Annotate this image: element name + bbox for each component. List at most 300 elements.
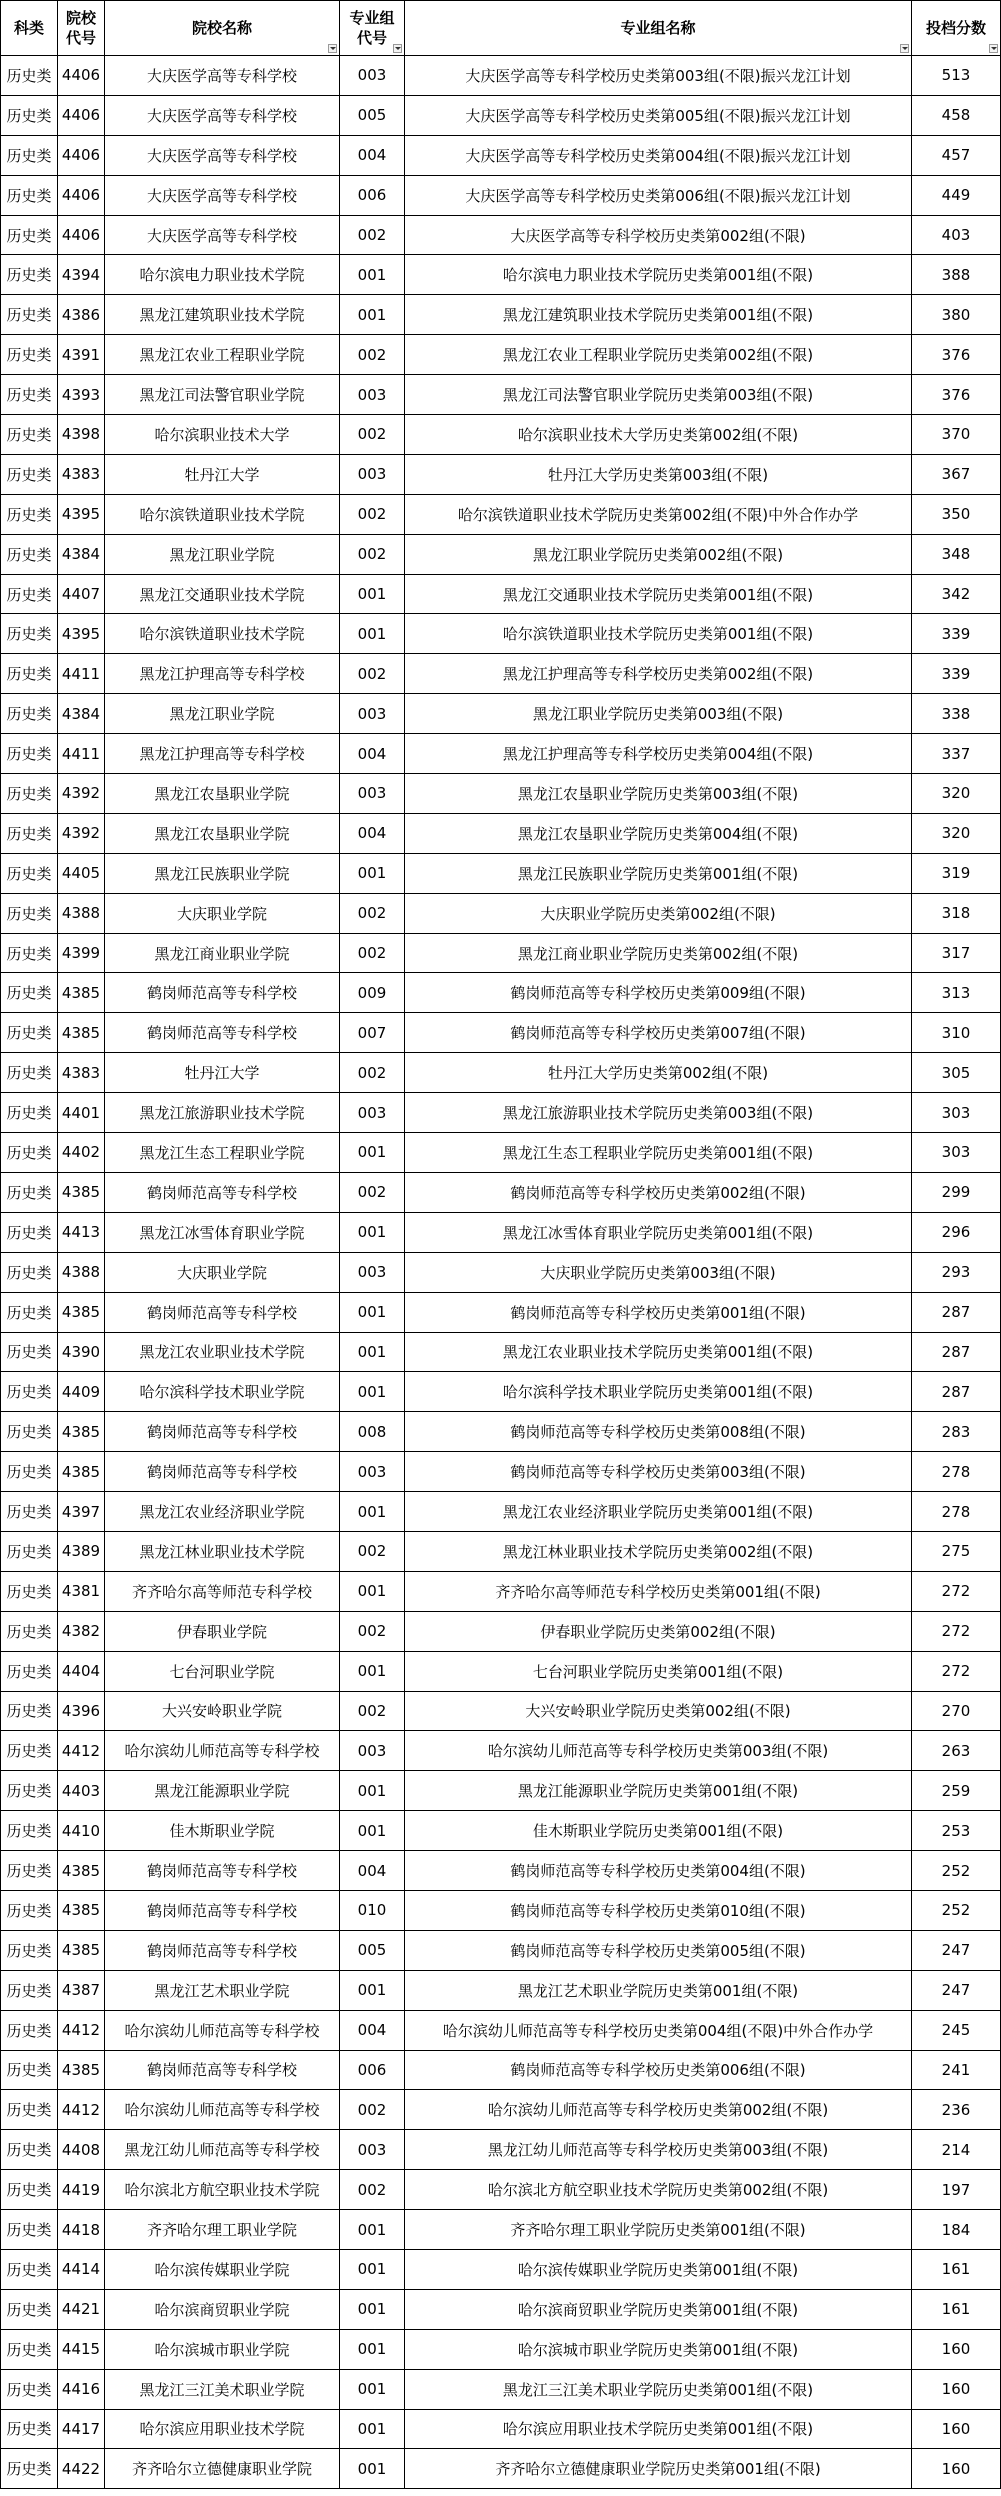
cell-school-name: 大庆医学高等专科学校 bbox=[105, 135, 340, 175]
cell-category: 历史类 bbox=[1, 1731, 58, 1771]
table-row bbox=[1, 853, 1001, 893]
cell-school-name: 黑龙江商业职业学院 bbox=[105, 933, 340, 973]
cell-school-code: 4388 bbox=[58, 893, 105, 933]
cell-school-name: 黑龙江农业工程职业学院 bbox=[105, 335, 340, 375]
cell-school-name: 黑龙江护理高等专科学校 bbox=[105, 734, 340, 774]
cell-category: 历史类 bbox=[1, 1133, 58, 1173]
cell-school-code: 4406 bbox=[58, 175, 105, 215]
cell-group-code: 002 bbox=[340, 415, 405, 455]
cell-school-code: 4411 bbox=[58, 734, 105, 774]
cell-category: 历史类 bbox=[1, 295, 58, 335]
cell-school-name: 黑龙江护理高等专科学校 bbox=[105, 654, 340, 694]
cell-school-code: 4402 bbox=[58, 1133, 105, 1173]
cell-school-name: 七台河职业学院 bbox=[105, 1651, 340, 1691]
cell-score: 160 bbox=[912, 2449, 1001, 2489]
cell-group-name: 黑龙江能源职业学院历史类第001组(不限) bbox=[405, 1771, 912, 1811]
cell-score: 380 bbox=[912, 295, 1001, 335]
cell-group-code: 002 bbox=[340, 1611, 405, 1651]
table-row bbox=[1, 973, 1001, 1013]
cell-group-name: 哈尔滨商贸职业学院历史类第001组(不限) bbox=[405, 2289, 912, 2329]
cell-score: 247 bbox=[912, 1930, 1001, 1970]
table-row bbox=[1, 56, 1001, 96]
cell-school-name: 齐齐哈尔理工职业学院 bbox=[105, 2210, 340, 2250]
filter-dropdown-icon[interactable] bbox=[393, 44, 402, 53]
cell-school-name: 哈尔滨电力职业技术学院 bbox=[105, 255, 340, 295]
cell-school-code: 4385 bbox=[58, 1452, 105, 1492]
table-row bbox=[1, 215, 1001, 255]
cell-school-name: 鹤岗师范高等专科学校 bbox=[105, 1452, 340, 1492]
cell-category: 历史类 bbox=[1, 494, 58, 534]
cell-category: 历史类 bbox=[1, 1691, 58, 1731]
cell-group-code: 001 bbox=[340, 1811, 405, 1851]
cell-group-name: 黑龙江护理高等专科学校历史类第004组(不限) bbox=[405, 734, 912, 774]
cell-score: 319 bbox=[912, 853, 1001, 893]
table-row bbox=[1, 335, 1001, 375]
cell-school-name: 黑龙江农垦职业学院 bbox=[105, 813, 340, 853]
table-row bbox=[1, 295, 1001, 335]
cell-school-code: 4422 bbox=[58, 2449, 105, 2489]
cell-score: 303 bbox=[912, 1093, 1001, 1133]
cell-school-name: 鹤岗师范高等专科学校 bbox=[105, 1851, 340, 1891]
filter-dropdown-icon[interactable] bbox=[989, 44, 998, 53]
table-row bbox=[1, 574, 1001, 614]
cell-score: 161 bbox=[912, 2249, 1001, 2289]
cell-school-name: 哈尔滨铁道职业技术学院 bbox=[105, 494, 340, 534]
cell-score: 338 bbox=[912, 694, 1001, 734]
cell-school-code: 4397 bbox=[58, 1492, 105, 1532]
cell-school-name: 鹤岗师范高等专科学校 bbox=[105, 2050, 340, 2090]
cell-score: 376 bbox=[912, 335, 1001, 375]
cell-group-code: 001 bbox=[340, 1292, 405, 1332]
cell-group-name: 大庆医学高等专科学校历史类第005组(不限)振兴龙江计划 bbox=[405, 95, 912, 135]
cell-category: 历史类 bbox=[1, 2050, 58, 2090]
cell-school-name: 哈尔滨传媒职业学院 bbox=[105, 2249, 340, 2289]
cell-category: 历史类 bbox=[1, 255, 58, 295]
cell-category: 历史类 bbox=[1, 2010, 58, 2050]
cell-school-code: 4391 bbox=[58, 335, 105, 375]
cell-school-name: 大兴安岭职业学院 bbox=[105, 1691, 340, 1731]
cell-school-code: 4393 bbox=[58, 375, 105, 415]
cell-group-code: 002 bbox=[340, 933, 405, 973]
cell-school-name: 哈尔滨职业技术大学 bbox=[105, 415, 340, 455]
cell-school-name: 大庆医学高等专科学校 bbox=[105, 175, 340, 215]
cell-group-code: 001 bbox=[340, 574, 405, 614]
cell-score: 339 bbox=[912, 614, 1001, 654]
cell-category: 历史类 bbox=[1, 654, 58, 694]
cell-score: 161 bbox=[912, 2289, 1001, 2329]
cell-group-code: 001 bbox=[340, 614, 405, 654]
cell-group-code: 002 bbox=[340, 335, 405, 375]
cell-school-name: 黑龙江林业职业技术学院 bbox=[105, 1531, 340, 1571]
table-row bbox=[1, 2369, 1001, 2409]
cell-school-name: 鹤岗师范高等专科学校 bbox=[105, 1172, 340, 1212]
table-row bbox=[1, 95, 1001, 135]
cell-school-code: 4404 bbox=[58, 1651, 105, 1691]
table-row bbox=[1, 494, 1001, 534]
cell-score: 320 bbox=[912, 774, 1001, 814]
cell-school-name: 鹤岗师范高等专科学校 bbox=[105, 973, 340, 1013]
table-row bbox=[1, 2050, 1001, 2090]
cell-group-code: 001 bbox=[340, 1212, 405, 1252]
cell-school-code: 4385 bbox=[58, 1890, 105, 1930]
table-row bbox=[1, 1292, 1001, 1332]
cell-group-code: 003 bbox=[340, 1093, 405, 1133]
cell-group-name: 黑龙江农业工程职业学院历史类第002组(不限) bbox=[405, 335, 912, 375]
cell-group-code: 001 bbox=[340, 2210, 405, 2250]
cell-school-code: 4385 bbox=[58, 973, 105, 1013]
cell-category: 历史类 bbox=[1, 1093, 58, 1133]
cell-score: 317 bbox=[912, 933, 1001, 973]
cell-category: 历史类 bbox=[1, 2369, 58, 2409]
cell-school-name: 哈尔滨幼儿师范高等专科学校 bbox=[105, 2090, 340, 2130]
cell-group-code: 004 bbox=[340, 135, 405, 175]
cell-school-code: 4412 bbox=[58, 1731, 105, 1771]
table-row bbox=[1, 534, 1001, 574]
cell-score: 299 bbox=[912, 1172, 1001, 1212]
cell-school-code: 4405 bbox=[58, 853, 105, 893]
cell-group-name: 黑龙江民族职业学院历史类第001组(不限) bbox=[405, 853, 912, 893]
cell-group-name: 黑龙江生态工程职业学院历史类第001组(不限) bbox=[405, 1133, 912, 1173]
table-row bbox=[1, 2130, 1001, 2170]
cell-group-code: 002 bbox=[340, 494, 405, 534]
cell-group-code: 003 bbox=[340, 375, 405, 415]
cell-school-code: 4389 bbox=[58, 1531, 105, 1571]
table-row bbox=[1, 1172, 1001, 1212]
table-row bbox=[1, 893, 1001, 933]
cell-school-code: 4385 bbox=[58, 1930, 105, 1970]
cell-score: 293 bbox=[912, 1252, 1001, 1292]
cell-category: 历史类 bbox=[1, 2289, 58, 2329]
cell-category: 历史类 bbox=[1, 1930, 58, 1970]
table-body bbox=[1, 56, 1001, 2489]
cell-score: 348 bbox=[912, 534, 1001, 574]
table-row bbox=[1, 1970, 1001, 2010]
cell-group-name: 鹤岗师范高等专科学校历史类第010组(不限) bbox=[405, 1890, 912, 1930]
cell-category: 历史类 bbox=[1, 2329, 58, 2369]
table-row bbox=[1, 1691, 1001, 1731]
cell-group-code: 002 bbox=[340, 2090, 405, 2130]
cell-group-code: 002 bbox=[340, 1053, 405, 1093]
cell-group-code: 003 bbox=[340, 694, 405, 734]
cell-category: 历史类 bbox=[1, 2130, 58, 2170]
cell-school-name: 哈尔滨幼儿师范高等专科学校 bbox=[105, 2010, 340, 2050]
cell-score: 283 bbox=[912, 1412, 1001, 1452]
cell-school-name: 鹤岗师范高等专科学校 bbox=[105, 1890, 340, 1930]
cell-group-code: 001 bbox=[340, 2449, 405, 2489]
table-row bbox=[1, 2010, 1001, 2050]
cell-category: 历史类 bbox=[1, 1531, 58, 1571]
table-row bbox=[1, 1811, 1001, 1851]
table-row bbox=[1, 255, 1001, 295]
table-row bbox=[1, 1651, 1001, 1691]
cell-score: 197 bbox=[912, 2170, 1001, 2210]
cell-group-name: 哈尔滨北方航空职业技术学院历史类第002组(不限) bbox=[405, 2170, 912, 2210]
cell-score: 275 bbox=[912, 1531, 1001, 1571]
table-row bbox=[1, 774, 1001, 814]
cell-category: 历史类 bbox=[1, 574, 58, 614]
cell-group-code: 002 bbox=[340, 654, 405, 694]
filter-dropdown-icon[interactable] bbox=[328, 44, 337, 53]
cell-school-code: 4388 bbox=[58, 1252, 105, 1292]
filter-dropdown-icon[interactable] bbox=[900, 44, 909, 53]
cell-score: 318 bbox=[912, 893, 1001, 933]
header-school-code: 院校 代号 bbox=[58, 1, 105, 56]
cell-group-code: 001 bbox=[340, 295, 405, 335]
cell-school-code: 4385 bbox=[58, 1172, 105, 1212]
cell-score: 278 bbox=[912, 1492, 1001, 1532]
cell-group-name: 哈尔滨铁道职业技术学院历史类第001组(不限) bbox=[405, 614, 912, 654]
header-category: 科类 bbox=[1, 1, 58, 56]
cell-score: 449 bbox=[912, 175, 1001, 215]
cell-group-name: 鹤岗师范高等专科学校历史类第005组(不限) bbox=[405, 1930, 912, 1970]
cell-group-code: 001 bbox=[340, 1332, 405, 1372]
cell-group-name: 哈尔滨科学技术职业学院历史类第001组(不限) bbox=[405, 1372, 912, 1412]
cell-score: 278 bbox=[912, 1452, 1001, 1492]
cell-school-name: 牡丹江大学 bbox=[105, 1053, 340, 1093]
cell-group-name: 黑龙江职业学院历史类第003组(不限) bbox=[405, 694, 912, 734]
cell-school-code: 4398 bbox=[58, 415, 105, 455]
cell-score: 160 bbox=[912, 2409, 1001, 2449]
cell-school-name: 牡丹江大学 bbox=[105, 454, 340, 494]
table-row bbox=[1, 2329, 1001, 2369]
cell-category: 历史类 bbox=[1, 375, 58, 415]
cell-score: 160 bbox=[912, 2329, 1001, 2369]
cell-school-code: 4395 bbox=[58, 614, 105, 654]
cell-group-name: 哈尔滨传媒职业学院历史类第001组(不限) bbox=[405, 2249, 912, 2289]
cell-category: 历史类 bbox=[1, 2090, 58, 2130]
cell-group-name: 鹤岗师范高等专科学校历史类第007组(不限) bbox=[405, 1013, 912, 1053]
cell-school-name: 黑龙江民族职业学院 bbox=[105, 853, 340, 893]
cell-school-name: 黑龙江艺术职业学院 bbox=[105, 1970, 340, 2010]
cell-group-name: 大庆医学高等专科学校历史类第003组(不限)振兴龙江计划 bbox=[405, 56, 912, 96]
table-row bbox=[1, 1452, 1001, 1492]
cell-score: 287 bbox=[912, 1332, 1001, 1372]
cell-group-name: 黑龙江农垦职业学院历史类第004组(不限) bbox=[405, 813, 912, 853]
cell-score: 214 bbox=[912, 2130, 1001, 2170]
cell-category: 历史类 bbox=[1, 1412, 58, 1452]
cell-group-name: 大庆医学高等专科学校历史类第004组(不限)振兴龙江计划 bbox=[405, 135, 912, 175]
cell-group-code: 002 bbox=[340, 215, 405, 255]
header-score: 投档分数 bbox=[912, 1, 1001, 56]
cell-group-code: 004 bbox=[340, 734, 405, 774]
table-row bbox=[1, 1133, 1001, 1173]
cell-score: 370 bbox=[912, 415, 1001, 455]
cell-school-code: 4403 bbox=[58, 1771, 105, 1811]
table-row bbox=[1, 1212, 1001, 1252]
cell-score: 367 bbox=[912, 454, 1001, 494]
cell-school-name: 黑龙江三江美术职业学院 bbox=[105, 2369, 340, 2409]
cell-group-code: 001 bbox=[340, 2289, 405, 2329]
cell-school-name: 齐齐哈尔立德健康职业学院 bbox=[105, 2449, 340, 2489]
cell-school-code: 4421 bbox=[58, 2289, 105, 2329]
cell-school-code: 4417 bbox=[58, 2409, 105, 2449]
table-row bbox=[1, 1531, 1001, 1571]
cell-score: 272 bbox=[912, 1571, 1001, 1611]
cell-score: 272 bbox=[912, 1651, 1001, 1691]
cell-school-name: 佳木斯职业学院 bbox=[105, 1811, 340, 1851]
cell-school-code: 4399 bbox=[58, 933, 105, 973]
cell-group-name: 黑龙江农业职业技术学院历史类第001组(不限) bbox=[405, 1332, 912, 1372]
cell-score: 376 bbox=[912, 375, 1001, 415]
table-row bbox=[1, 1571, 1001, 1611]
cell-group-name: 鹤岗师范高等专科学校历史类第004组(不限) bbox=[405, 1851, 912, 1891]
cell-group-name: 鹤岗师范高等专科学校历史类第001组(不限) bbox=[405, 1292, 912, 1332]
cell-school-name: 黑龙江农业经济职业学院 bbox=[105, 1492, 340, 1532]
cell-school-code: 4408 bbox=[58, 2130, 105, 2170]
cell-school-name: 大庆职业学院 bbox=[105, 1252, 340, 1292]
table-row bbox=[1, 694, 1001, 734]
cell-group-code: 001 bbox=[340, 1771, 405, 1811]
cell-school-code: 4392 bbox=[58, 813, 105, 853]
cell-score: 337 bbox=[912, 734, 1001, 774]
cell-group-code: 005 bbox=[340, 95, 405, 135]
cell-group-name: 牡丹江大学历史类第003组(不限) bbox=[405, 454, 912, 494]
cell-score: 259 bbox=[912, 1771, 1001, 1811]
cell-group-code: 003 bbox=[340, 774, 405, 814]
cell-school-code: 4414 bbox=[58, 2249, 105, 2289]
header-group-code: 专业组 代号 bbox=[340, 1, 405, 56]
cell-school-code: 4381 bbox=[58, 1571, 105, 1611]
cell-group-code: 002 bbox=[340, 2170, 405, 2210]
cell-school-name: 哈尔滨科学技术职业学院 bbox=[105, 1372, 340, 1412]
cell-school-code: 4385 bbox=[58, 1292, 105, 1332]
cell-school-code: 4385 bbox=[58, 1412, 105, 1452]
table-row bbox=[1, 1053, 1001, 1093]
cell-school-code: 4386 bbox=[58, 295, 105, 335]
cell-score: 241 bbox=[912, 2050, 1001, 2090]
cell-group-name: 哈尔滨职业技术大学历史类第002组(不限) bbox=[405, 415, 912, 455]
cell-school-name: 大庆医学高等专科学校 bbox=[105, 215, 340, 255]
cell-group-name: 哈尔滨应用职业技术学院历史类第001组(不限) bbox=[405, 2409, 912, 2449]
table-row bbox=[1, 454, 1001, 494]
table-row bbox=[1, 2210, 1001, 2250]
cell-school-name: 黑龙江职业学院 bbox=[105, 534, 340, 574]
cell-score: 247 bbox=[912, 1970, 1001, 2010]
table-row bbox=[1, 375, 1001, 415]
cell-school-name: 黑龙江交通职业技术学院 bbox=[105, 574, 340, 614]
cell-group-code: 004 bbox=[340, 1851, 405, 1891]
cell-school-name: 大庆医学高等专科学校 bbox=[105, 56, 340, 96]
cell-category: 历史类 bbox=[1, 1970, 58, 2010]
cell-category: 历史类 bbox=[1, 335, 58, 375]
cell-score: 388 bbox=[912, 255, 1001, 295]
cell-group-name: 黑龙江农业经济职业学院历史类第001组(不限) bbox=[405, 1492, 912, 1532]
cell-school-code: 4419 bbox=[58, 2170, 105, 2210]
table-row bbox=[1, 1851, 1001, 1891]
cell-category: 历史类 bbox=[1, 1292, 58, 1332]
cell-group-name: 鹤岗师范高等专科学校历史类第009组(不限) bbox=[405, 973, 912, 1013]
cell-score: 303 bbox=[912, 1133, 1001, 1173]
cell-school-code: 4407 bbox=[58, 574, 105, 614]
cell-score: 458 bbox=[912, 95, 1001, 135]
cell-school-name: 哈尔滨城市职业学院 bbox=[105, 2329, 340, 2369]
table-row bbox=[1, 1731, 1001, 1771]
cell-score: 287 bbox=[912, 1292, 1001, 1332]
cell-school-name: 鹤岗师范高等专科学校 bbox=[105, 1013, 340, 1053]
cell-group-code: 002 bbox=[340, 1531, 405, 1571]
cell-group-name: 黑龙江商业职业学院历史类第002组(不限) bbox=[405, 933, 912, 973]
cell-group-name: 黑龙江职业学院历史类第002组(不限) bbox=[405, 534, 912, 574]
cell-school-name: 大庆职业学院 bbox=[105, 893, 340, 933]
cell-category: 历史类 bbox=[1, 2249, 58, 2289]
cell-category: 历史类 bbox=[1, 215, 58, 255]
cell-score: 270 bbox=[912, 1691, 1001, 1731]
cell-group-name: 黑龙江冰雪体育职业学院历史类第001组(不限) bbox=[405, 1212, 912, 1252]
cell-group-code: 001 bbox=[340, 1372, 405, 1412]
cell-group-code: 001 bbox=[340, 853, 405, 893]
table-row bbox=[1, 1930, 1001, 1970]
cell-group-name: 牡丹江大学历史类第002组(不限) bbox=[405, 1053, 912, 1093]
cell-group-name: 大庆职业学院历史类第002组(不限) bbox=[405, 893, 912, 933]
cell-category: 历史类 bbox=[1, 614, 58, 654]
cell-school-name: 哈尔滨应用职业技术学院 bbox=[105, 2409, 340, 2449]
cell-school-code: 4406 bbox=[58, 95, 105, 135]
cell-category: 历史类 bbox=[1, 1452, 58, 1492]
cell-school-code: 4412 bbox=[58, 2010, 105, 2050]
cell-score: 457 bbox=[912, 135, 1001, 175]
table-row bbox=[1, 2249, 1001, 2289]
cell-group-name: 伊春职业学院历史类第002组(不限) bbox=[405, 1611, 912, 1651]
cell-group-name: 齐齐哈尔高等师范专科学校历史类第001组(不限) bbox=[405, 1571, 912, 1611]
cell-category: 历史类 bbox=[1, 1811, 58, 1851]
cell-group-code: 003 bbox=[340, 1252, 405, 1292]
cell-group-name: 哈尔滨幼儿师范高等专科学校历史类第003组(不限) bbox=[405, 1731, 912, 1771]
cell-group-code: 003 bbox=[340, 56, 405, 96]
cell-school-name: 齐齐哈尔高等师范专科学校 bbox=[105, 1571, 340, 1611]
cell-group-code: 001 bbox=[340, 2329, 405, 2369]
cell-category: 历史类 bbox=[1, 853, 58, 893]
table-row bbox=[1, 415, 1001, 455]
cell-school-code: 4396 bbox=[58, 1691, 105, 1731]
cell-group-code: 003 bbox=[340, 2130, 405, 2170]
cell-score: 339 bbox=[912, 654, 1001, 694]
table-row bbox=[1, 933, 1001, 973]
cell-category: 历史类 bbox=[1, 56, 58, 96]
cell-score: 263 bbox=[912, 1731, 1001, 1771]
cell-school-name: 大庆医学高等专科学校 bbox=[105, 95, 340, 135]
cell-group-name: 齐齐哈尔立德健康职业学院历史类第001组(不限) bbox=[405, 2449, 912, 2489]
table-row bbox=[1, 2409, 1001, 2449]
cell-group-name: 哈尔滨电力职业技术学院历史类第001组(不限) bbox=[405, 255, 912, 295]
cell-group-code: 002 bbox=[340, 1172, 405, 1212]
cell-school-name: 鹤岗师范高等专科学校 bbox=[105, 1292, 340, 1332]
cell-category: 历史类 bbox=[1, 1611, 58, 1651]
cell-school-name: 黑龙江生态工程职业学院 bbox=[105, 1133, 340, 1173]
table-row bbox=[1, 1492, 1001, 1532]
cell-category: 历史类 bbox=[1, 1851, 58, 1891]
header-school-name: 院校名称 bbox=[105, 1, 340, 56]
cell-school-code: 4382 bbox=[58, 1611, 105, 1651]
cell-school-code: 4384 bbox=[58, 534, 105, 574]
cell-group-name: 七台河职业学院历史类第001组(不限) bbox=[405, 1651, 912, 1691]
cell-school-name: 伊春职业学院 bbox=[105, 1611, 340, 1651]
cell-school-code: 4384 bbox=[58, 694, 105, 734]
cell-school-name: 鹤岗师范高等专科学校 bbox=[105, 1412, 340, 1452]
cell-group-name: 黑龙江建筑职业技术学院历史类第001组(不限) bbox=[405, 295, 912, 335]
table-row bbox=[1, 1013, 1001, 1053]
cell-category: 历史类 bbox=[1, 1252, 58, 1292]
cell-school-code: 4392 bbox=[58, 774, 105, 814]
cell-school-code: 4413 bbox=[58, 1212, 105, 1252]
cell-group-name: 鹤岗师范高等专科学校历史类第006组(不限) bbox=[405, 2050, 912, 2090]
cell-group-name: 黑龙江司法警官职业学院历史类第003组(不限) bbox=[405, 375, 912, 415]
cell-group-code: 006 bbox=[340, 2050, 405, 2090]
cell-school-code: 4406 bbox=[58, 135, 105, 175]
cell-group-code: 001 bbox=[340, 1492, 405, 1532]
cell-group-code: 002 bbox=[340, 534, 405, 574]
cell-group-code: 003 bbox=[340, 1731, 405, 1771]
cell-school-code: 4410 bbox=[58, 1811, 105, 1851]
